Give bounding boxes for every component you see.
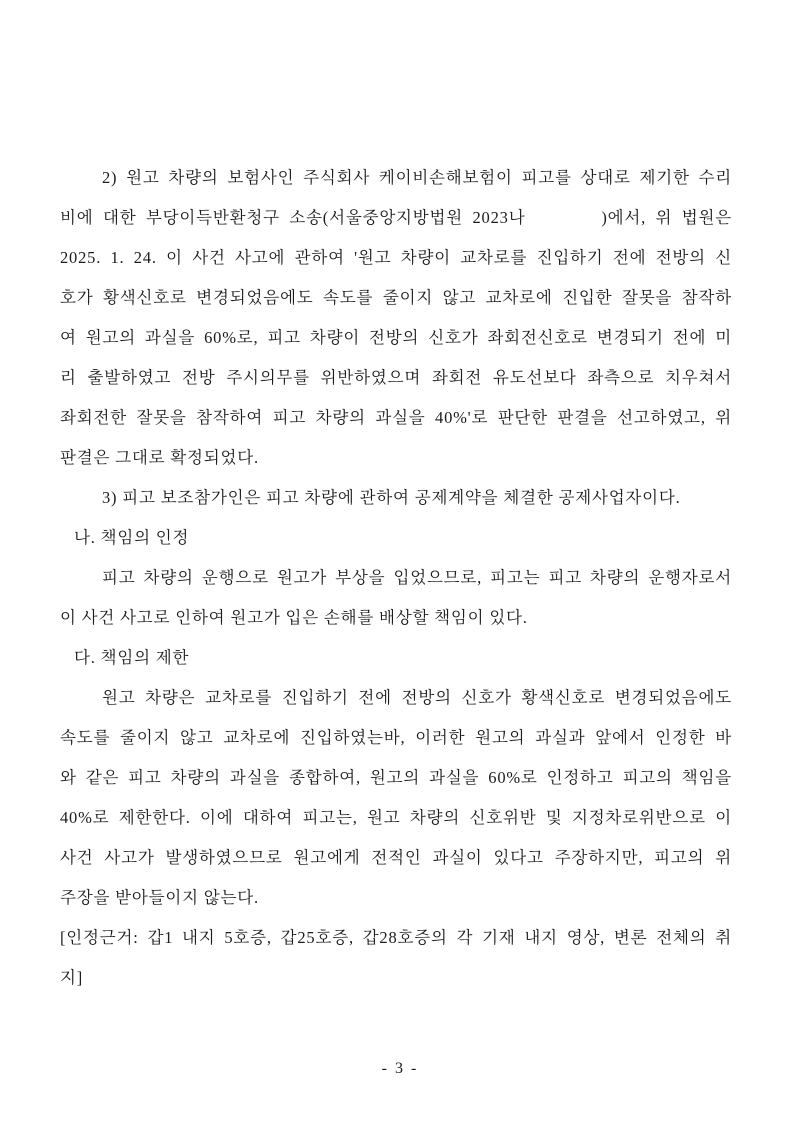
text-line: 피고 차량의 운행으로 원고가 부상을 입었으므로, 피고는 피고 차량의 운행자로서 <box>102 568 732 587</box>
text-line: 다. 책임의 제한 <box>74 648 190 667</box>
page-number: - 3 - <box>381 1060 419 1077</box>
text-line: 나. 책임의 인정 <box>74 528 190 547</box>
text-line: 2025. 1. 24. 이 사건 사고에 관하여 '원고 차량이 교차로를 진입하기 전에 전방의 신 <box>60 248 732 267</box>
text-line: [인정근거: 갑1 내지 5호증, 갑25호증, 갑28호증의 각 기재 내지 영상, 변론 전체의 취 <box>60 928 732 947</box>
text-line: 2) 원고 차량의 보험사인 주식회사 케이비손해보험이 피고를 상대로 제기한 수리 <box>102 168 732 187</box>
text-line: 판결은 그대로 확정되었다. <box>60 448 259 467</box>
text-line: 3) 피고 보조참가인은 피고 차량에 관하여 공제계약을 체결한 공제사업자이다. <box>102 488 681 507</box>
text-line: 지] <box>60 968 84 987</box>
text-line: 여 원고의 과실을 60%로, 피고 차량이 전방의 신호가 좌회전신호로 변경되기 전에 미 <box>60 328 732 347</box>
text-line: 와 같은 피고 차량의 과실을 종합하여, 원고의 과실을 60%로 인정하고 피고의 책임을 <box>60 768 732 787</box>
text-line: 이 사건 사고로 인하여 원고가 입은 손해를 배상할 책임이 있다. <box>60 608 528 627</box>
text-line: 호가 황색신호로 변경되었음에도 속도를 줄이지 않고 교차로에 진입한 잘못을 참작하 <box>60 288 732 307</box>
text-line: 좌회전한 잘못을 참작하여 피고 차량의 과실을 40%'로 판단한 판결을 선고하였고, 위 <box>60 408 732 427</box>
text-line: 비에 대한 부당이득반환청구 소송(서울중앙지방법원 2023나 )에서, 위 법원은 <box>60 208 732 227</box>
text-line: 원고 차량은 교차로를 진입하기 전에 전방의 신호가 황색신호로 변경되었음에도 <box>102 688 732 707</box>
document-body <box>60 158 732 998</box>
text-line: 사건 사고가 발생하였으므로 원고에게 전적인 과실이 있다고 주장하지만, 피고의 위 <box>60 848 732 867</box>
text-line: 40%로 제한한다. 이에 대하여 피고는, 원고 차량의 신호위반 및 지정차로위반으로 이 <box>60 808 732 827</box>
text-line: 속도를 줄이지 않고 교차로에 진입하였는바, 이러한 원고의 과실과 앞에서 인정한 바 <box>60 728 732 747</box>
text-line: 주장을 받아들이지 않는다. <box>60 888 259 907</box>
text-line: 리 출발하였고 전방 주시의무를 위반하였으며 좌회전 유도선보다 좌측으로 치우쳐서 <box>60 368 732 387</box>
